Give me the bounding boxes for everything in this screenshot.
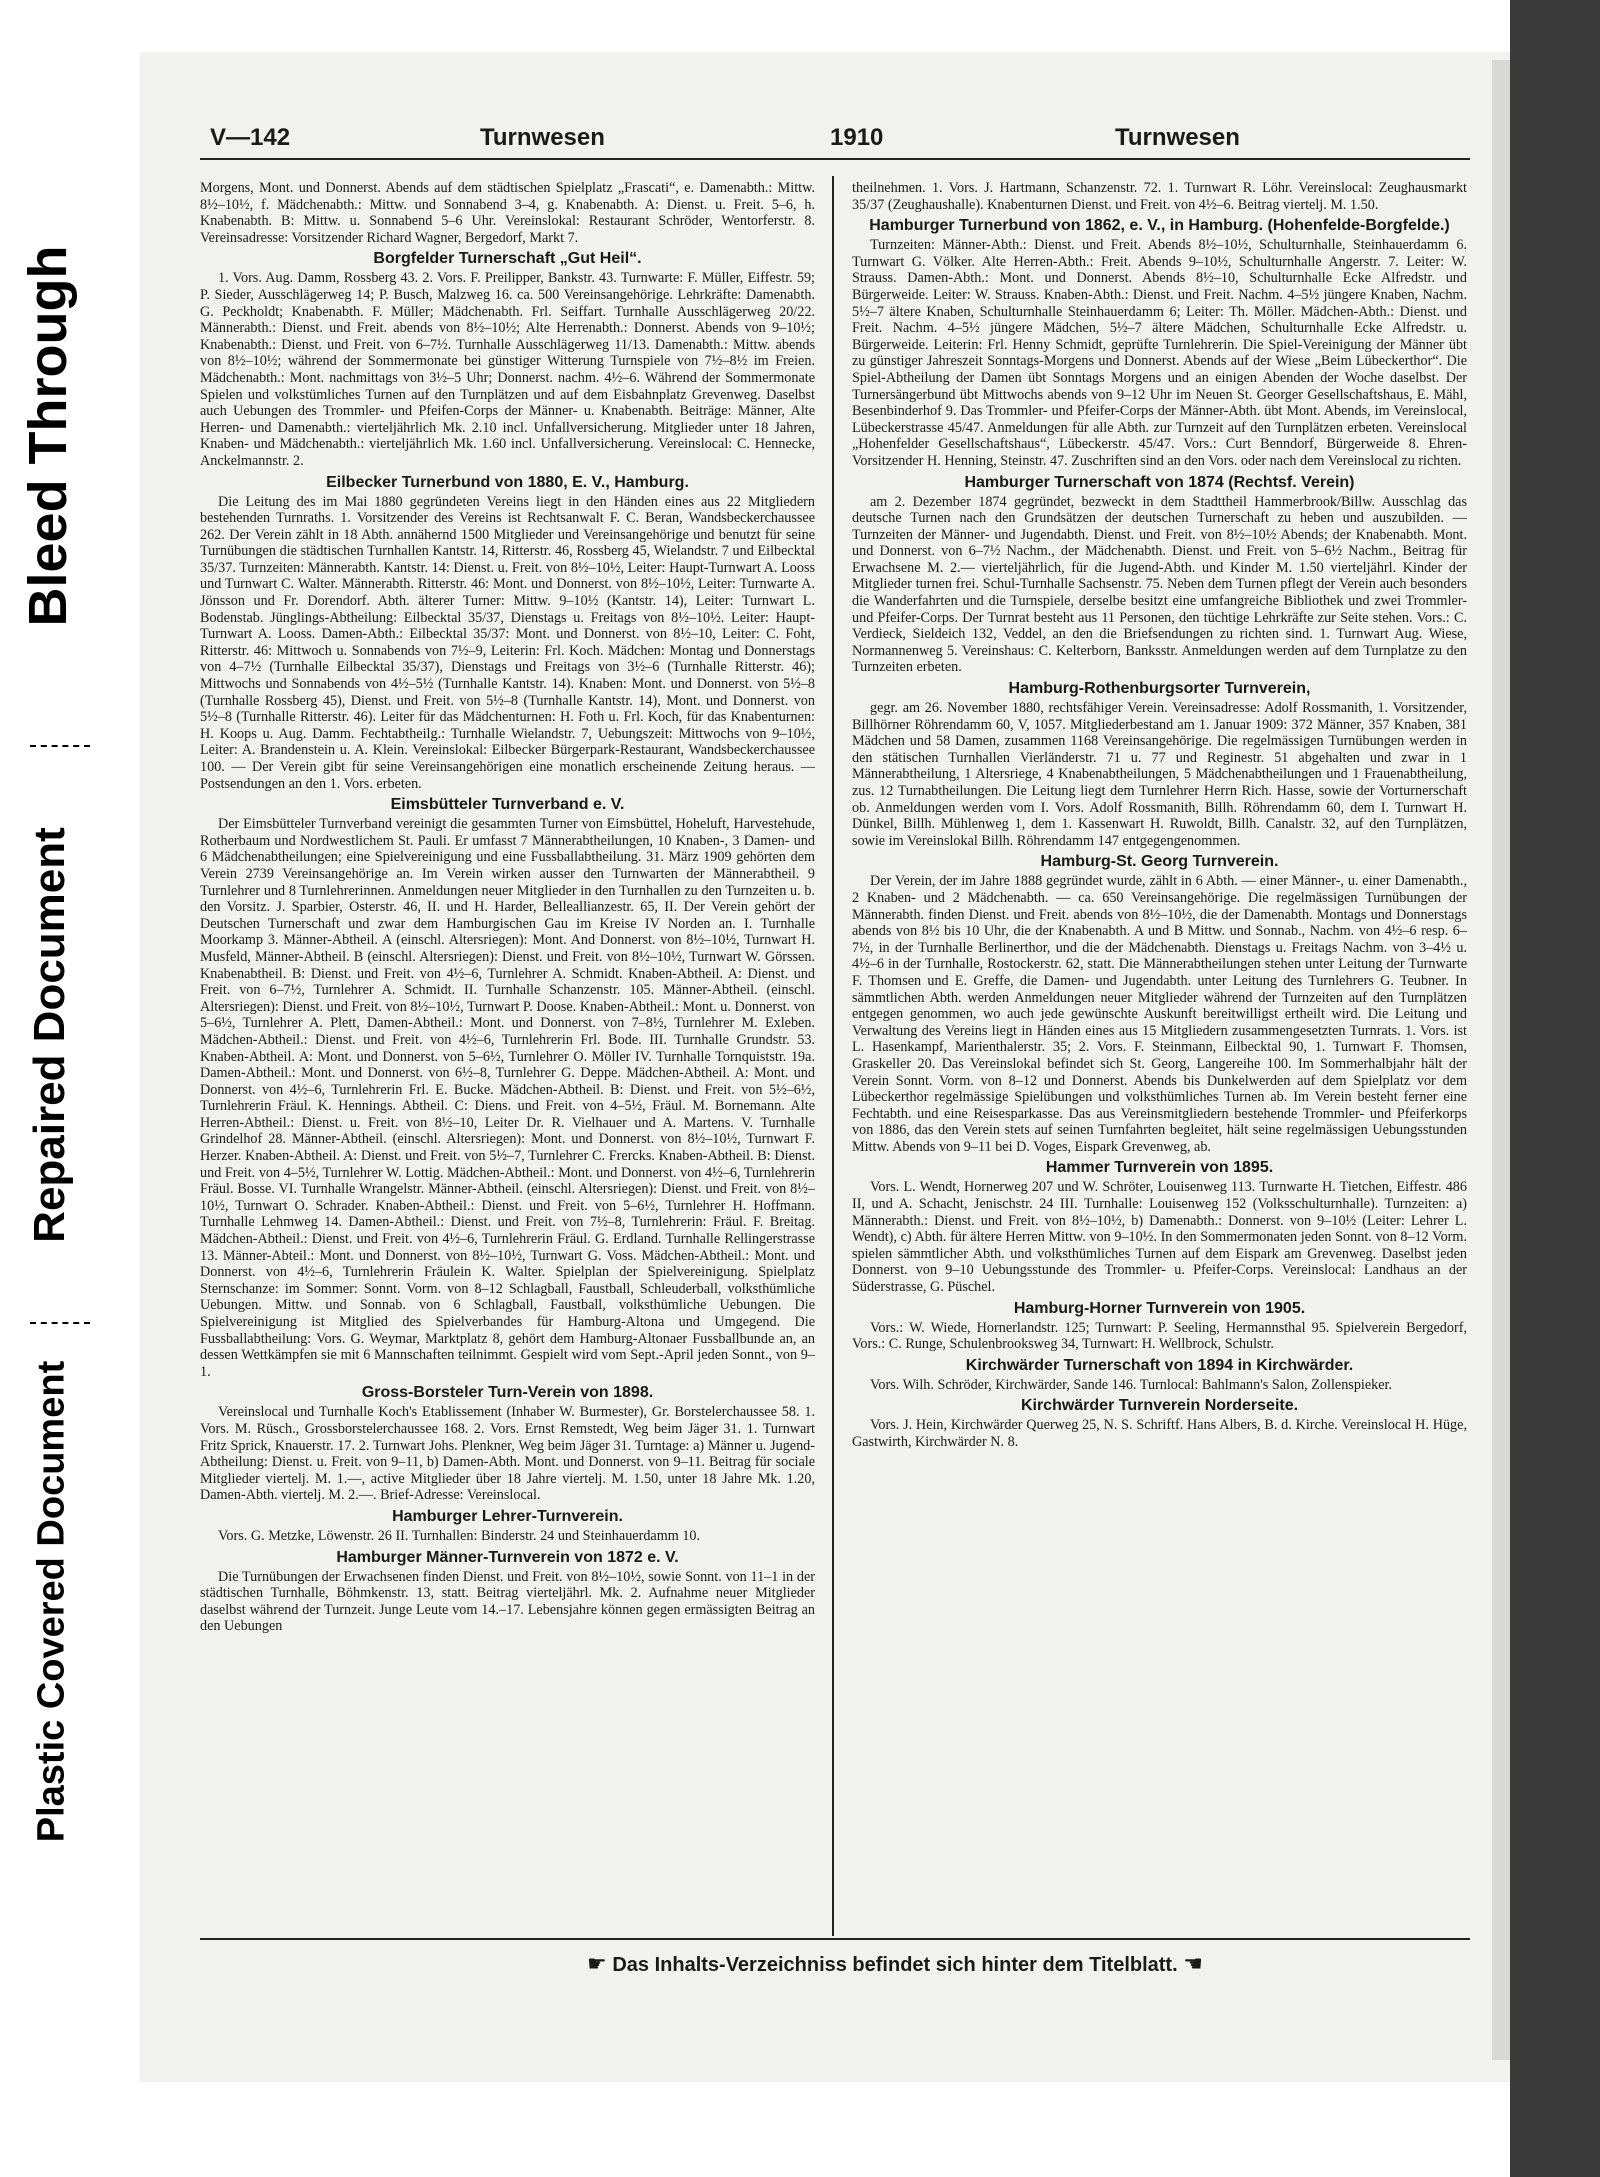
header-title-right: Turnwesen xyxy=(1115,124,1240,151)
club-text: Der Eimsbütteler Turnverband vereinigt die gesammten Turner von Eimsbüttel, Hoheluft, Harvestehude, Rotherbaum und Nordwestlichem St. Pauli. Er umfasst 7 Männerabtheilungen, 10 Knaben-, 3 Damen- und 6 Mädchenabtheilungen; eine Spielvereinigung und eine Fussballabtheilung. 31. März 1909 gehörten dem Verein 2739 Vereinsangehörige an. Im Verein wirken ausser den Turnwarten der Männerabtheil. 9 Turnlehrer und 8 Turnlehrerinnen. Anmeldungen neuer Mitglieder in den Turnhallen zu den Turnzeiten u. b. den Vorsitz. J. Sparbier, Osterstr. 46, II. und H. Harder, Belleallianzestr. 65, II. Der Verein gehört der Deutschen Turnerschaft und zwar dem Hamburgischen Gau im Kreise IV Norden an. I. Turnhalle Moorkamp 3. Männer-Abtheil. A (einschl. Altersriegen): Mont. And Donnerst. von 8½–10½, Turnwart H. Musfeld, Männer-Abtheil. B (einschl. Altersriegen): Dienst. und Freit. von 8½–10½, Turnwart W. Görssen. Knabenabtheil. B: Dienst. und Freit. von 4½–6, Turnlehrer A. Schmidt. Knaben-Abtheil. A: Dienst. und Freit. von 6–7½, Turnlehrer A. Schmidt. II. Turnhalle Schanzenstr. 105. Männer-Abtheil. (einschl. Altersriegen): Dienst. und Freit. von 8½–10½, Turnwart P. Doose. Knaben-Abtheil.: Mont. u. Donnerst. von 5–6½, Turnlehrer A. Plett, Damen-Abtheil.: Mont. und Donnerst. von 7–8½, Turnlehrer M. Exleben. Mädchen-Abtheil.: Dienst. und Freit. von 4½–6, Turnlehrerin Frl. Bode. III. Turnhalle Grundstr. 53. Knaben-Abtheil. A: Mont. und Donnerst. von 5–6½, Turnlehrer O. Möller IV. Turnhalle Tornquiststr. 19a. Damen-Abtheil.: Mont. und Donnerst. von 6½–8, Turnlehrer G. Deppe. Mädchen-Abtheil. A: Mont. und Donnerst. von 4½–6, Turnlehrerin Frl. E. Bucke. Mädchen-Abtheil. B: Dienst. und Freit. von 5½–6½, Turnlehrerin Fräul. K. Hennings. Abtheil. C: Diens. und Freit. von 4–5½, Fräul. M. Bornemann. Alte Herren-Abtheil.: Dienst. u. Freit. von 8½–10, Leiter Dr. R. Vielhauer und A. Martens. V. Turnhalle Grindelhof 28. Männer-Abtheil. (einschl. Altersriegen): Mont. und Donnerst. von 8½–10½, Turnwart F. Herzer. Knaben-Abtheil. A: Dienst. und Freit. von 5½–7, Turnlehrer C. Frercks. Knaben-Abtheil. B: Dienst. und Freit. von 4–5½, Turnlehrer W. Lottig. Mädchen-Abtheil.: Mont. und Donnerst. von 4½–6, Turnlehrerin Fräul. Bosse. VI. Turnhalle Wrangelstr. Männer-Abtheil. (einschl. Altersriegen): Dienst. und Freit. von 8½–10½, Turnwart O. Schrader. Knaben-Abtheil.: Dienst. und Freit. von 5–6½, Turnlehrer H. Hoffmann. Turnhalle Lehmweg 14. Damen-Abtheil.: Dienst. und Freit. von 7½–8, Turnlehrerin: Fräul. F. Breitag. Mädchen-Abtheil.: Dienst. und Freit. von 4½–6, Turnlehrerin Fräul. G. Erdland. Turnhalle Rellingerstrasse 13. Männer-Abteil.: Mont. und Donnerst. von 8½–10½, Turnwart G. Voss. Mädchen-Abtheil.: Mont. und Donnerst. von 4½–6, Turnlehrerin Fräulein K. Walter. Spielplan der Spielvereinigung. Spielplatz Sternschanze: im Sommer: Sonnt. Vorm. von 8–12 Schlagball, Faustball, Schleuderball, volksthümliche Uebungen. Mittw. und Sonnab. von 6 Schlagball, Faustball, volksthümliche Uebungen. Die Spielvereinigung ist Mitglied des Spielverbandes für Hamburg-Altona und Umgegend. Die Fussballabtheilung: Vors. G. Weymar, Marktplatz 8, gehört dem Hamburg-Altonaer Fussballbunde an, an dessen Wettkämpfen sie mit 6 Mannschaften teilnimmt. Gespielt wird vom Sept.-April jeden Sonnt., von 9–1. xyxy=(200,816,815,1380)
header-year: 1910 xyxy=(830,124,884,151)
header-title-left: Turnwesen xyxy=(480,124,605,151)
club-title: Hamburg-Horner Turnverein von 1905. xyxy=(1013,1299,1306,1317)
divider xyxy=(30,745,90,747)
page-number: V—142 xyxy=(210,124,291,151)
club-text: theilnehmen. 1. Vors. J. Hartmann, Schanzenstr. 72. 1. Turnwart R. Löhr. Vereinslocal: Zeughausmarkt 35/37 (Zeughaushalle). Knabenturnen Dienst. und Freit. von 4½–6. Beitrag viertelj. M. 1.50. xyxy=(852,180,1467,213)
club-entry xyxy=(200,1384,815,1504)
club-text: Die Leitung des im Mai 1880 gegründeten Vereins liegt in den Händen eines aus 22 Mitgliedern bestehenden Turnraths. 1. Vorsitzender des Vereins ist Rechtsanwalt F. C. Beran, Wandsbeckerchaussee 262. Der Verein zählt in 18 Abth. annähernd 1500 Mitglieder und Vereinsangehörige und benutzt für seine Turnübungen die städtischen Turnhallen Kantstr. 14, Ritterstr. 46, Rossberg 45, Wielandstr. 7 und Eilbecktal 35/37. Turnzeiten: Männerabth. Kantstr. 14: Dienst. u. Freit. von 8½–10½, Leiter: Haupt-Turnwart A. Looss und Turnwart C. Walter. Männerabth. Ritterstr. 46: Mont. und Donnerst. von 8½–10½, Leiter: Turnwarte A. Jönsson und Fr. Dorendorf. Abth. älterer Turner: Mittw. 9–10½ (Kantstr. 14), Leiter: Turnwart L. Bodenstab. Jünglings-Abtheilung: Eilbecktal 35/37, Dienstags u. Freitags von 8½–10½. Leiter: Haupt-Turnwart A. Looss. Damen-Abth.: Eilbecktal 35/37: Mont. und Donnerst. von 8½–10, Leiter: C. Foht, Ritterstr. 46: Mittwoch u. Sonnabends von 7½–9, Leiterin: Frl. Koch. Mädchen: Montag und Donnerstags von 4–7½ (Turnhalle Eilbecktal 35/37), Dienstags und Freitags von 3½–6 (Turnhalle Ritterstr. 46); Mittwochs und Sonnabends von 4½–5½ (Turnhalle Kantstr. 14). Knaben: Mont. und Donnerst. von 5½–8 (Turnhalle Rossberg 45), Dienst. und Freit. von 5½–8 (Turnhalle Kantstr. 14), Mont. und Donnerst. von 5½–8 (Turnhalle Ritterstr. 46). Leiter für das Mädchenturnen: H. Foth u. Frl. Koch, für das Knabenturnen: H. Koops u. Aug. Damm. Fechtabtheilg.: Turnhalle Wielandstr. 7, Uebungszeit: Mittwochs von 9–10½, Leiter: A. Brandenstein u. A. Klein. Vereinslokal: Eilbecker Bürgerpark-Restaurant, Wandsbeckerchaussee 100. — Der Verein gibt für seine Vereinsangehörigen eine monatlich erscheinende Zeitung heraus. — Postsendungen an den 1. Vors. erbeten. xyxy=(200,493,815,792)
label-repaired-document: Repaired Document xyxy=(25,827,74,1243)
club-entry xyxy=(852,180,1467,213)
pointing-hand-left-icon: ☛ xyxy=(587,1952,607,1977)
label-bleed-through: Bleed Through xyxy=(18,245,78,627)
page-edge xyxy=(1492,60,1510,2060)
column-divider xyxy=(832,176,834,1936)
club-entry xyxy=(852,1300,1467,1353)
club-title: Hamburger Lehrer-Turnverein. xyxy=(392,1507,623,1525)
footer-rule xyxy=(200,1938,1470,1940)
club-title: Hamburg-St. Georg Turnverein. xyxy=(1040,853,1279,871)
page-header xyxy=(200,120,1470,160)
club-text: Der Verein, der im Jahre 1888 gegründet wurde, zählt in 6 Abth. — einer Männer-, u. einer Damenabth., 2 Knaben- und 2 Mädchenabth. — ca. 650 Vereinsangehörige. Die regelmässigen Turnübungen der Männerabth. finden Dienst. und Freit. abends von 8½–10½, die der Damenabth. Montags und Donnerstags abends von 8½ bis 10 Uhr, die der Knabenabth. A und B Mittw. und Sonnab., Nachm. von 4½–6 resp. 6–7½, in der Turnhalle Berlinerthor, und die der Mädchenabth. Dienstags u. Freitags Nachm. von 3–4½ u. 4½–6 in der Turnhalle, Rostockerstr. 62, statt. Die Männerabtheilungen stehen unter Leitung der Turnwarte F. Thomsen und E. Greffe, die Damen- und Jugendabth. unter Leitung des Turnlehrers G. Teubner. In sämmtlichen Abth. werden Anmeldungen neuer Mitglieder während der Turnzeiten auf den Turnplätzen entgegen genommen, wo auch jede gewünschte Auskunft bereitwilligst ertheilt wird. Die Leitung und Verwaltung des Vereins liegt in Händen eines aus 15 Mitgliedern zusammengesetzten Turnrats. 1. Vors. ist L. Hasenkampf, Marienthalerstr. 35; 2. Vors. F. Steinmann, Eilbecktal 90, 1. Turnwart F. Thomsen, Graskeller 20. Das Vereinslokal befindet sich St. Georg, Langereihe 100. Im Sommerhalbjahr hält der Verein Sonnt. Vorm. von 8–12 und Donnerst. Abends bis Dunkelwerden auf dem Spielplatz vor dem Lübeckerthor regelmässige Spielübungen und volksthümliches Turnen ab. Im Verein besteht ferner eine Fechtabth. und eine Reisesparkasse. Das aus Vereinsmitgliedern bestehende Trommler- und Pfeiferkorps von 1886, das den Verein stets auf seinen Turnfahrten begleitet, hält seine regelmässigen Uebungsstunden Mittw. Abends von 9–11 bei D. Voges, Eispark Grevenweg, ab. xyxy=(852,873,1467,1155)
header-rule xyxy=(200,158,1470,160)
club-title: Hammer Turnverein von 1895. xyxy=(1045,1159,1274,1177)
club-entry xyxy=(200,796,815,1380)
club-entry xyxy=(200,1549,815,1635)
club-entry xyxy=(852,217,1467,469)
pointing-hand-right-icon: ☚ xyxy=(1183,1952,1203,1977)
club-title: Hamburger Turnerbund von 1862, e. V., in Hamburg. (Hohenfelde-Borgfelde.) xyxy=(869,217,1450,235)
club-title: Hamburger Turnerschaft von 1874 (Rechtsf. Verein) xyxy=(964,473,1355,491)
club-entry xyxy=(852,853,1467,1155)
left-column xyxy=(200,180,815,1637)
club-entry xyxy=(200,250,815,469)
club-title: Gross-Borsteler Turn-Verein von 1898. xyxy=(361,1384,654,1402)
club-text: gegr. am 26. November 1880, rechtsfähiger Verein. Vereinsadresse: Adolf Rossmanith, 1. Vorsitzender, Billhörner Röhrendamm 60, V, 1057. Mitgliederbestand am 1. Januar 1909: 372 Männer, 357 Knaben, 381 Mädchen und 58 Damen, zusammen 1168 Vereinsangehörige. Die regelmässigen Turnübungen werden in den stätischen Turnhallen Vierländerstr. 71 u. 77 und Reginestr. 51 abgehalten und zwar in 1 Männerabtheilung, 1 Altersriege, 4 Knabenabtheilungen, 5 Mädchenabtheilungen und 1 Frauenabtheilung, zus. 12 Turnabtheilungen. Die Leitung liegt dem Turnlehrer Herrn Rich. Hasse, sowie der Vorturnerschaft ob. Anmeldungen werden vom I. Vors. Adolf Rossmanith, Billh. Röhrendamm 60, dem I. Turnwart H. Dünkel, Billh. Mühlenweg 1, dem 1. Kassenwart H. Ruwoldt, Billh. Canalstr. 32, auf den Turnplätzen, sowie im Vereinslokal Billh. Röhrendamm 147 entgegengenommen. xyxy=(852,700,1467,849)
club-text: Vors.: W. Wiede, Hornerlandstr. 125; Turnwart: P. Seeling, Hermannsthal 95. Spielverein Bergedorf, Vors.: C. Runge, Schulenbrooksweg 34, Turnwart: H. Wellbrock, Schulstr. xyxy=(852,1319,1467,1353)
club-title: Hamburger Männer-Turnverein von 1872 e. V. xyxy=(336,1548,679,1566)
club-entry xyxy=(852,1397,1467,1450)
club-title: Eimsbütteler Turnverband e. V. xyxy=(390,796,625,814)
club-text: Vors. L. Wendt, Hornerweg 207 und W. Schröter, Louisenweg 113. Turnwarte H. Tietchen, Eiffestr. 486 II, und A. Schacht, Jenischstr. 24 III. Turnhalle: Louisenweg 152 (Volksschulturnhalle). Turnzeiten: a) Männerabth.: Dienst. und Freit. von 8½–10½, b) Damenabth.: Donnerst. von 9–10½ (Leiter: Lehrer L. Wendt), c) Abth. für ältere Herren Mittw. von 9–10½. In den Sommermonaten jeden Sonnt. von 8–12 Vorm. spielen sämmtlicher Abth. und volksthümliches Turnen auf dem Eispark am Grevenweg. Daselbst jeden Donnerst. von 9–10 Uebungsstunde des Trommler- u. Pfeifer-Corps. Vereinslocal: Landhaus an der Süderstrasse, G. Püschel. xyxy=(852,1179,1467,1296)
club-text: Die Turnübungen der Erwachsenen finden Dienst. und Freit. von 8½–10½, sowie Sonnt. von 11–1 in der städtischen Turnhalle, Böhmkenstr. 13, statt. Beitrag vierteljährl. Mk. 2. Aufnahme neuer Mitglieder daselbst während der Turnzeit. Junge Leute vom 14.–17. Lebensjahre können gegen ermässigten Beitrag an den Uebungen xyxy=(200,1568,815,1635)
club-text: Turnzeiten: Männer-Abth.: Dienst. und Freit. Abends 8½–10½, Schulturnhalle, Steinhauerdamm 6. Turnwart G. Völker. Alte Herren-Abth.: Freit. Abends 9–10½, Schulturnhalle Angerstr. 7. Leiter: W. Strauss. Damen-Abth.: Mont. und Donnerst. Abends 8½–10, Schulturnhalle Ecke Alfredstr. und Bürgerweide. Leiter: W. Strauss. Knaben-Abth.: Dienst. und Freit. Nachm. 4–5½ jüngere Knaben, Nachm. 5½–7 ältere Knaben, Schulturnhalle Steinhauerdamm 6; Leiter: Th. Möller. Mädchen-Abth.: Dienst. und Freit. Nachm. 4–5½ jüngere Mädchen, 5½–7 ältere Mädchen, Schulturnhalle Ecke Alfredstr. u. Bürgerweide. Leiterin: Frl. Henny Schmidt, geprüfte Turnlehrerin. Die Spiel-Vereinigung der Männer übt zu günstiger Jahreszeit Sonntags-Morgens und Donnerst. Abends auf der Wiese „Beim Lübeckerthor“. Die Spiel-Abtheilung der Damen übt Sonntags Morgens und an einigen Abenden der Woche daselbst. Der Turnersängerbund übt Mittwochs abends von 9–12 Uhr im Neuen St. Georger Gesellschaftshaus, E. Mähl, Besenbinderhof 9. Das Trommler- und Pfeifer-Corps der Männer-Abth. übt Mont. Abends, im Vereinslocal, Lübeckerstrasse 45/47. Anmeldungen für alle Abth. zur Turnzeit auf den Turnplätzen erbeten. Vereinslocal „Hohenfelder Gesellschaftshaus“, Lübeckerstr. 45/47. Vors.: Curt Benndorf, Bürgerweide 8. Ehren-Vorsitzender H. Henning, Steinstr. 47. Zuschriften sind an den Vors. oder nach dem Vereinslocal zu richten. xyxy=(852,237,1467,469)
club-entry xyxy=(200,474,815,793)
scanner-edge xyxy=(1510,0,1600,2177)
club-title: Hamburg-Rothenburgsorter Turnverein, xyxy=(1008,680,1311,698)
club-title: Eilbecker Turnerbund von 1880, E. V., Hamburg. xyxy=(326,473,689,491)
annotation-sidebar xyxy=(0,0,120,2177)
club-entry xyxy=(852,680,1467,849)
club-text: 1. Vors. Aug. Damm, Rossberg 43. 2. Vors. F. Preilipper, Bankstr. 43. Turnwarte: F. Müller, Eiffestr. 59; P. Sieder, Ausschlägerweg 14; P. Busch, Malzweg 16. ca. 500 Vereinsangehörige. Lehrkräfte: Damenabth. G. Peckholdt; Knabenabth. F. Müller; Mädchenabth. Frl. Seiffart. Turnhalle Ausschlägerweg 20/22. Männerabth.: Dienst. und Freit. abends von 8½–10½; Alte Herrenabth.: Donnerst. Abends von 9–10½; Knabenabth.: Dienst. und Freit. von 6–7½. Turnhalle Ausschlägerweg 11/13. Damenabth.: Mittw. abends von 8½–10½; während der Sommermonate bei günstiger Witterung Turnspiele von 7½–8½ im Freien. Mädchenabth.: Mont. nachmittags von 3½–5 Uhr; Donnerst. nachm. 4½–6. Während der Sommermonate Spielen und volkstümliches Turnen auf den Turnplätzen und auf dem Eisbahnplatz Grevenweg. Daselbst auch Uebungen des Trommler- und Pfeifen-Corps der Männer- u. Knabenabth. Beiträge: Männer, Alte Herren- und Damenabth.: vierteljährlich Mk. 2.10 incl. Unfallversicherung. Mitglieder unter 18 Jahren, Knaben- und Mädchenabth.: vierteljährlich Mk. 1.60 incl. Unfallversicherung. Vereinslocal: C. Hennecke, Anckelmannstr. 2. xyxy=(200,270,815,469)
footer-note xyxy=(420,1952,1370,1977)
club-title: Kirchwärder Turnerschaft von 1894 in Kirchwärder. xyxy=(965,1356,1354,1374)
label-plastic-covered-document: Plastic Covered Document xyxy=(30,1360,73,1843)
club-entry xyxy=(852,474,1467,677)
club-title: Borgfelder Turnerschaft „Gut Heil“. xyxy=(373,250,642,268)
club-text: am 2. Dezember 1874 gegründet, bezweckt in dem Stadttheil Hammerbrook/Billw. Ausschlag das deutsche Turnen nach den Grundsätzen der deutschen Turnerschaft zu heben und auszubilden. — Turnzeiten der Männer- und Jugendabth. Dienst. und Freit. von 8½–10½ Abends; der Knabenabth. Mont. und Donnerst. von 6–7½ Nachm., der Mädchenabth. Dienst. und Freit. von 5–6½ Nachm., Beitrag für Erwachsene M. 2.— vierteljährlich, für die Jugend-Abth. und Kinder M. 1.50 vierteljährl. Kinder der Mitglieder turnen frei. Schul-Turnhalle Sachsenstr. 75. Neben dem Turnen pflegt der Verein auch besonders die Wanderfahrten und die Turnspiele, derselbe besitzt eine umfangreiche Bibliothek und zwei Trommler- und Pfeifer-Corps. Der Turnrat besteht aus 11 Personen, den tüchtige Lehrkräfte zur Seite stehen. Vors.: C. Verdieck, Sieldeich 132, Veddel, an den die Briefsendungen zu richten sind. 1. Turnwart Aug. Wiese, Normannenweg 5. Vereinshaus: C. Kelterborn, Banksstr. Anmeldungen werden auf dem Turnplatze zu den Turnzeiten erbeten. xyxy=(852,493,1467,676)
footer-text: Das Inhalts-Verzeichniss befindet sich hinter dem Titelblatt. xyxy=(612,1954,1178,1976)
document-page xyxy=(190,120,1470,2000)
club-entry xyxy=(200,1508,815,1545)
club-entry xyxy=(852,1357,1467,1394)
club-entry xyxy=(200,180,815,246)
club-text: Vors. G. Metzke, Löwenstr. 26 II. Turnhallen: Binderstr. 24 und Steinhauerdamm 10. xyxy=(218,1527,701,1544)
club-text: Vors. J. Hein, Kirchwärder Querweg 25, N. S. Schriftf. Hans Albers, B. d. Kirche. Vereinslocal H. Hüge, Gastwirth, Kirchwärder N. 8. xyxy=(852,1417,1467,1450)
right-column xyxy=(852,180,1467,1453)
club-text: Vereinslocal und Turnhalle Koch's Etablissement (Inhaber W. Burmester), Gr. Borstelerchaussee 58. 1. Vors. M. Rüsch., Grossborstelerchaussee 168. 2. Vors. Ernst Remstedt, Weg beim Jäger 31. 1. Turnwart Fritz Sprick, Knauerstr. 17. 2. Turnwart Johs. Plenkner, Weg beim Jäger 31. Turntage: a) Männer u. Jugend-Abtheilung: Dienst. u. Freit. von 9–11, b) Damen-Abth. Mont. und Donnerst. von 9–11. Beitrag für sociale Mitglieder viertelj. M. 1.—, active Mitglieder über 18 Jahre viertelj. M. 1.50, unter 18 Jahre Mk. 1.20, Damen-Abth. viertelj. M. 2.—. Brief-Adresse: Vereinslocal. xyxy=(200,1404,815,1504)
club-text: Morgens, Mont. und Donnerst. Abends auf dem städtischen Spielplatz „Frascati“, e. Damenabth.: Mittw. 8½–10½, f. Mädchenabth.: Mittw. und Sonnabend 3–4, g. Knabenabth. A: Dienst. u. Freit. 5–6, h. Knabenabth. B: Mittw. u. Sonnabend 5–6 Uhr. Vereinslokal: Restaurant Schröder, Wentorferstr. 8. Vereinsadresse: Vorsitzender Richard Wagner, Bergedorf, Markt 7. xyxy=(200,180,815,246)
club-title: Kirchwärder Turnverein Norderseite. xyxy=(1020,1397,1299,1415)
club-text: Vors. Wilh. Schröder, Kirchwärder, Sande 146. Turnlocal: Bahlmann's Salon, Zollenspieker. xyxy=(870,1376,1393,1393)
club-entry xyxy=(852,1159,1467,1295)
